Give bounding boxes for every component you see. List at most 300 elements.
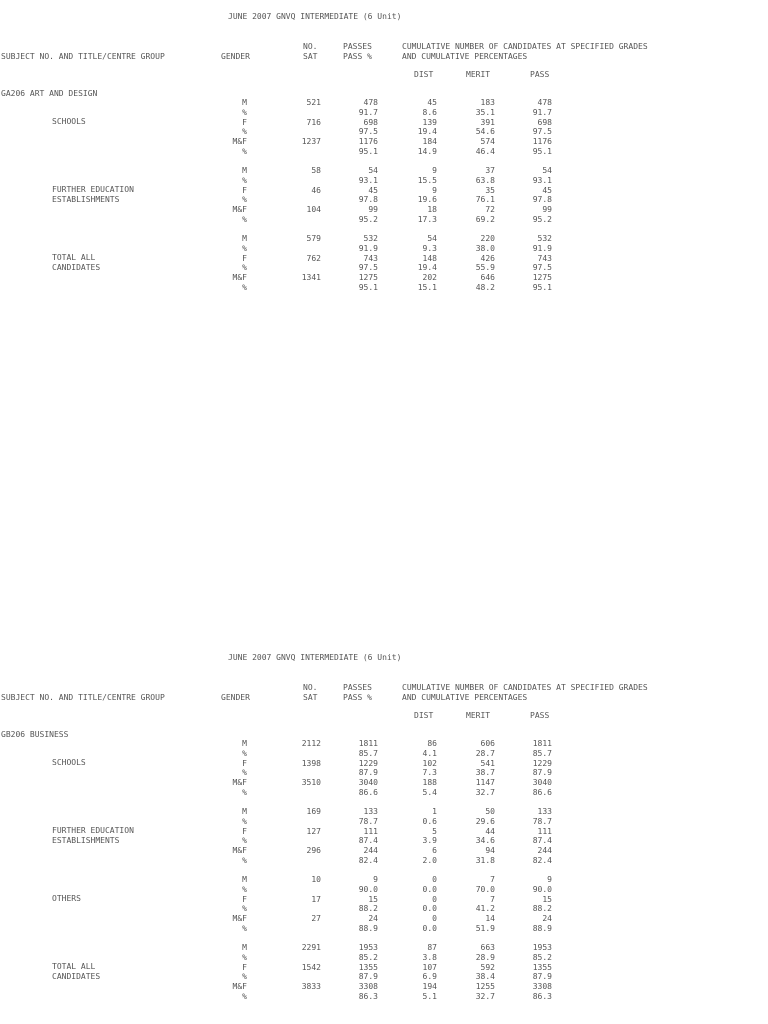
merit-cell: 31.8 bbox=[475, 856, 495, 865]
dist-cell: 9 bbox=[432, 185, 437, 195]
dist-cell: 7.3 bbox=[422, 768, 437, 778]
dist-cell: 4.1 bbox=[422, 748, 437, 758]
passes-cell: 95.1 bbox=[358, 147, 378, 156]
table-row bbox=[0, 768, 768, 778]
centre-group-label-line: TOTAL ALL bbox=[52, 962, 96, 971]
merit-cell: 663 bbox=[480, 943, 495, 952]
passes-cell: 133 bbox=[363, 807, 378, 816]
table-row bbox=[0, 205, 768, 215]
pass-cell: 698 bbox=[537, 117, 552, 127]
table-row bbox=[0, 118, 768, 128]
centre-group-label-line: TOTAL ALL bbox=[52, 253, 96, 262]
table-row bbox=[0, 108, 768, 118]
gender-cell: M&F bbox=[232, 914, 247, 924]
no-sat-cell: 579 bbox=[306, 234, 321, 243]
dist-cell: 17.3 bbox=[417, 215, 437, 224]
pass-cell: 244 bbox=[537, 846, 552, 856]
gender-cell: M bbox=[242, 166, 247, 175]
pass-cell: 15 bbox=[542, 894, 552, 904]
passes-cell: 86.3 bbox=[358, 992, 378, 1001]
report-page-2 bbox=[0, 653, 768, 1013]
no-sat-cell: 46 bbox=[311, 185, 321, 195]
dist-cell: 86 bbox=[427, 739, 437, 748]
pass-cell: 85.7 bbox=[532, 748, 552, 758]
passes-cell: 88.2 bbox=[358, 904, 378, 914]
passes-cell: 1953 bbox=[358, 943, 378, 952]
gender-cell: F bbox=[242, 962, 247, 972]
header-passes-line2: PASS % bbox=[343, 52, 372, 61]
gender-cell: M bbox=[242, 739, 247, 748]
pass-cell: 24 bbox=[542, 914, 552, 924]
table-row bbox=[0, 127, 768, 137]
gender-cell: % bbox=[242, 127, 247, 137]
gender-cell: % bbox=[242, 952, 247, 962]
dist-cell: 9 bbox=[432, 166, 437, 175]
pass-cell: 111 bbox=[537, 826, 552, 836]
header-gender: GENDER bbox=[221, 52, 250, 61]
gender-cell: M bbox=[242, 943, 247, 952]
pass-cell: 87.4 bbox=[532, 836, 552, 846]
passes-cell: 91.9 bbox=[358, 243, 378, 253]
table-row bbox=[0, 195, 768, 205]
merit-cell: 50 bbox=[485, 807, 495, 816]
passes-cell: 95.1 bbox=[358, 283, 378, 292]
table-row bbox=[0, 972, 768, 982]
table-row bbox=[0, 98, 768, 108]
dist-cell: 19.4 bbox=[417, 127, 437, 137]
merit-cell: 55.9 bbox=[475, 263, 495, 273]
centre-group-label-line: FURTHER EDUCATION bbox=[52, 185, 134, 194]
passes-cell: 93.1 bbox=[358, 175, 378, 185]
gender-cell: M&F bbox=[232, 778, 247, 788]
merit-cell: 606 bbox=[480, 739, 495, 748]
no-sat-cell: 1341 bbox=[301, 273, 321, 283]
merit-cell: 34.6 bbox=[475, 836, 495, 846]
pass-cell: 478 bbox=[537, 98, 552, 107]
table-row bbox=[0, 234, 768, 244]
table-row bbox=[0, 885, 768, 895]
merit-cell: 14 bbox=[485, 914, 495, 924]
table-row bbox=[0, 147, 768, 157]
merit-cell: 54.6 bbox=[475, 127, 495, 137]
pass-cell: 91.9 bbox=[532, 243, 552, 253]
dist-cell: 0.0 bbox=[422, 884, 437, 894]
pass-cell: 97.5 bbox=[532, 263, 552, 273]
gender-cell: M bbox=[242, 98, 247, 107]
dist-cell: 15.5 bbox=[417, 175, 437, 185]
dist-cell: 2.0 bbox=[422, 856, 437, 865]
passes-cell: 1275 bbox=[358, 273, 378, 283]
gender-cell: F bbox=[242, 117, 247, 127]
table-row bbox=[0, 176, 768, 186]
centre-group-label-line: ESTABLISHMENTS bbox=[52, 835, 120, 845]
header-cumulative-line1: CUMULATIVE NUMBER OF CANDIDATES AT SPECIFIED GRADES bbox=[402, 42, 648, 51]
passes-cell: 3040 bbox=[358, 778, 378, 788]
passes-cell: 87.9 bbox=[358, 972, 378, 982]
pass-cell: 85.2 bbox=[532, 952, 552, 962]
centre-group-label-line: FURTHER EDUCATION bbox=[52, 826, 134, 835]
passes-cell: 97.8 bbox=[358, 195, 378, 205]
header-passes-line2: PASS % bbox=[343, 693, 372, 702]
centre-group-label-line: CANDIDATES bbox=[52, 971, 101, 981]
merit-cell: 28.7 bbox=[475, 748, 495, 758]
passes-cell: 85.2 bbox=[358, 952, 378, 962]
gender-cell: % bbox=[242, 147, 247, 156]
pass-cell: 91.7 bbox=[532, 107, 552, 117]
merit-cell: 391 bbox=[480, 117, 495, 127]
pass-cell: 82.4 bbox=[532, 856, 552, 865]
dist-cell: 107 bbox=[422, 962, 437, 972]
merit-cell: 183 bbox=[480, 98, 495, 107]
passes-cell: 45 bbox=[368, 185, 378, 195]
pass-cell: 1176 bbox=[532, 137, 552, 147]
merit-cell: 38.7 bbox=[475, 768, 495, 778]
header-no-sat-line1: NO. bbox=[303, 683, 318, 692]
centre-group-label-line: SCHOOLS bbox=[52, 758, 86, 767]
table-row bbox=[0, 788, 768, 798]
passes-cell: 1811 bbox=[358, 739, 378, 748]
subject-title: GB206 BUSINESS bbox=[1, 730, 69, 739]
merit-cell: 48.2 bbox=[475, 283, 495, 292]
no-sat-cell: 2291 bbox=[301, 943, 321, 952]
table-row bbox=[0, 856, 768, 866]
dist-cell: 0.0 bbox=[422, 904, 437, 914]
dist-cell: 14.9 bbox=[417, 147, 437, 156]
pass-cell: 95.2 bbox=[532, 215, 552, 224]
no-sat-cell: 3510 bbox=[301, 778, 321, 788]
passes-cell: 1355 bbox=[358, 962, 378, 972]
table-row bbox=[0, 846, 768, 856]
pass-cell: 88.9 bbox=[532, 924, 552, 933]
gender-cell: F bbox=[242, 826, 247, 836]
table-row bbox=[0, 166, 768, 176]
pass-cell: 1953 bbox=[532, 943, 552, 952]
passes-cell: 24 bbox=[368, 914, 378, 924]
pass-cell: 54 bbox=[542, 166, 552, 175]
passes-cell: 95.2 bbox=[358, 215, 378, 224]
dist-cell: 19.6 bbox=[417, 195, 437, 205]
merit-cell: 38.4 bbox=[475, 972, 495, 982]
dist-cell: 8.6 bbox=[422, 107, 437, 117]
merit-cell: 72 bbox=[485, 205, 495, 215]
no-sat-cell: 127 bbox=[306, 826, 321, 836]
pass-cell: 532 bbox=[537, 234, 552, 243]
header-passes-line1: PASSES bbox=[343, 683, 372, 692]
header-no-sat-line1: NO. bbox=[303, 42, 318, 51]
header-dist: DIST bbox=[414, 70, 434, 79]
dist-cell: 0.0 bbox=[422, 924, 437, 933]
passes-cell: 78.7 bbox=[358, 816, 378, 826]
no-sat-cell: 1542 bbox=[301, 962, 321, 972]
pass-cell: 1229 bbox=[532, 758, 552, 768]
passes-cell: 88.9 bbox=[358, 924, 378, 933]
dist-cell: 148 bbox=[422, 253, 437, 263]
dist-cell: 87 bbox=[427, 943, 437, 952]
passes-cell: 87.4 bbox=[358, 836, 378, 846]
gender-cell: % bbox=[242, 816, 247, 826]
no-sat-cell: 1398 bbox=[301, 758, 321, 768]
gender-cell: % bbox=[242, 992, 247, 1001]
table-row bbox=[0, 749, 768, 759]
passes-cell: 478 bbox=[363, 98, 378, 107]
dist-cell: 6 bbox=[432, 846, 437, 856]
no-sat-cell: 58 bbox=[311, 166, 321, 175]
table-row bbox=[0, 137, 768, 147]
table-row bbox=[0, 895, 768, 905]
merit-cell: 646 bbox=[480, 273, 495, 283]
dist-cell: 18 bbox=[427, 205, 437, 215]
gender-cell: % bbox=[242, 283, 247, 292]
header-dist: DIST bbox=[414, 711, 434, 720]
merit-cell: 76.1 bbox=[475, 195, 495, 205]
gender-cell: % bbox=[242, 884, 247, 894]
table-row bbox=[0, 186, 768, 196]
no-sat-cell: 169 bbox=[306, 807, 321, 816]
merit-cell: 32.7 bbox=[475, 788, 495, 797]
no-sat-cell: 17 bbox=[311, 894, 321, 904]
pass-cell: 93.1 bbox=[532, 175, 552, 185]
merit-cell: 1147 bbox=[475, 778, 495, 788]
centre-group-label-line: CANDIDATES bbox=[52, 262, 101, 272]
header-no-sat-line2: SAT bbox=[303, 52, 318, 61]
table-row bbox=[0, 817, 768, 827]
passes-cell: 1229 bbox=[358, 758, 378, 768]
merit-cell: 69.2 bbox=[475, 215, 495, 224]
report-title: JUNE 2007 GNVQ INTERMEDIATE (6 Unit) bbox=[228, 12, 402, 21]
passes-cell: 90.0 bbox=[358, 884, 378, 894]
header-pass: PASS bbox=[530, 70, 550, 79]
header-gender: GENDER bbox=[221, 693, 250, 702]
merit-cell: 1255 bbox=[475, 982, 495, 992]
table-row bbox=[0, 904, 768, 914]
pass-cell: 78.7 bbox=[532, 816, 552, 826]
gender-cell: F bbox=[242, 253, 247, 263]
no-sat-cell: 716 bbox=[306, 117, 321, 127]
table-row bbox=[0, 943, 768, 953]
passes-cell: 1176 bbox=[358, 137, 378, 147]
passes-cell: 3308 bbox=[358, 982, 378, 992]
no-sat-cell: 1237 bbox=[301, 137, 321, 147]
table-row bbox=[0, 953, 768, 963]
report-page-1 bbox=[0, 12, 768, 312]
no-sat-cell: 296 bbox=[306, 846, 321, 856]
gender-cell: M bbox=[242, 875, 247, 884]
centre-group-label-line: OTHERS bbox=[52, 894, 81, 903]
passes-cell: 532 bbox=[363, 234, 378, 243]
merit-cell: 220 bbox=[480, 234, 495, 243]
merit-cell: 51.9 bbox=[475, 924, 495, 933]
merit-cell: 541 bbox=[480, 758, 495, 768]
table-row bbox=[0, 244, 768, 254]
no-sat-cell: 762 bbox=[306, 253, 321, 263]
merit-cell: 41.2 bbox=[475, 904, 495, 914]
passes-cell: 15 bbox=[368, 894, 378, 904]
gender-cell: % bbox=[242, 972, 247, 982]
table-row bbox=[0, 924, 768, 934]
dist-cell: 19.4 bbox=[417, 263, 437, 273]
gender-cell: % bbox=[242, 924, 247, 933]
dist-cell: 0 bbox=[432, 914, 437, 924]
gender-cell: M bbox=[242, 234, 247, 243]
no-sat-cell: 3833 bbox=[301, 982, 321, 992]
centre-group-label-line: ESTABLISHMENTS bbox=[52, 194, 120, 204]
table-row bbox=[0, 273, 768, 283]
merit-cell: 35.1 bbox=[475, 107, 495, 117]
merit-cell: 426 bbox=[480, 253, 495, 263]
table-row bbox=[0, 778, 768, 788]
passes-cell: 698 bbox=[363, 117, 378, 127]
pass-cell: 133 bbox=[537, 807, 552, 816]
pass-cell: 87.9 bbox=[532, 768, 552, 778]
passes-cell: 111 bbox=[363, 826, 378, 836]
table-row bbox=[0, 992, 768, 1002]
dist-cell: 3.9 bbox=[422, 836, 437, 846]
merit-cell: 38.0 bbox=[475, 243, 495, 253]
gender-cell: % bbox=[242, 107, 247, 117]
pass-cell: 1811 bbox=[532, 739, 552, 748]
header-cumulative-line2: AND CUMULATIVE PERCENTAGES bbox=[402, 693, 528, 702]
merit-cell: 94 bbox=[485, 846, 495, 856]
table-row bbox=[0, 254, 768, 264]
table-row bbox=[0, 836, 768, 846]
table-row bbox=[0, 914, 768, 924]
passes-cell: 97.5 bbox=[358, 263, 378, 273]
centre-group-label-line: SCHOOLS bbox=[52, 117, 86, 126]
merit-cell: 7 bbox=[490, 875, 495, 884]
pass-cell: 86.6 bbox=[532, 788, 552, 797]
gender-cell: % bbox=[242, 748, 247, 758]
gender-cell: % bbox=[242, 904, 247, 914]
dist-cell: 194 bbox=[422, 982, 437, 992]
passes-cell: 86.6 bbox=[358, 788, 378, 797]
pass-cell: 3040 bbox=[532, 778, 552, 788]
table-row bbox=[0, 807, 768, 817]
pass-cell: 743 bbox=[537, 253, 552, 263]
gender-cell: M&F bbox=[232, 982, 247, 992]
header-merit: MERIT bbox=[466, 711, 491, 720]
dist-cell: 5.4 bbox=[422, 788, 437, 797]
dist-cell: 188 bbox=[422, 778, 437, 788]
no-sat-cell: 10 bbox=[311, 875, 321, 884]
gender-cell: % bbox=[242, 243, 247, 253]
table-row bbox=[0, 875, 768, 885]
pass-cell: 87.9 bbox=[532, 972, 552, 982]
gender-cell: % bbox=[242, 768, 247, 778]
pass-cell: 1275 bbox=[532, 273, 552, 283]
header-merit: MERIT bbox=[466, 70, 491, 79]
no-sat-cell: 521 bbox=[306, 98, 321, 107]
dist-cell: 1 bbox=[432, 807, 437, 816]
passes-cell: 9 bbox=[373, 875, 378, 884]
gender-cell: % bbox=[242, 788, 247, 797]
gender-cell: % bbox=[242, 195, 247, 205]
gender-cell: % bbox=[242, 263, 247, 273]
merit-cell: 32.7 bbox=[475, 992, 495, 1001]
header-no-sat-line2: SAT bbox=[303, 693, 318, 702]
dist-cell: 45 bbox=[427, 98, 437, 107]
pass-cell: 99 bbox=[542, 205, 552, 215]
passes-cell: 244 bbox=[363, 846, 378, 856]
dist-cell: 0 bbox=[432, 875, 437, 884]
merit-cell: 63.8 bbox=[475, 175, 495, 185]
gender-cell: M bbox=[242, 807, 247, 816]
merit-cell: 46.4 bbox=[475, 147, 495, 156]
gender-cell: % bbox=[242, 175, 247, 185]
gender-cell: % bbox=[242, 215, 247, 224]
table-row bbox=[0, 963, 768, 973]
gender-cell: F bbox=[242, 185, 247, 195]
report-title: JUNE 2007 GNVQ INTERMEDIATE (6 Unit) bbox=[228, 653, 402, 662]
dist-cell: 184 bbox=[422, 137, 437, 147]
dist-cell: 139 bbox=[422, 117, 437, 127]
header-cumulative-line1: CUMULATIVE NUMBER OF CANDIDATES AT SPECIFIED GRADES bbox=[402, 683, 648, 692]
dist-cell: 6.9 bbox=[422, 972, 437, 982]
pass-cell: 90.0 bbox=[532, 884, 552, 894]
header-subject: SUBJECT NO. AND TITLE/CENTRE GROUP bbox=[1, 693, 165, 702]
pass-cell: 88.2 bbox=[532, 904, 552, 914]
dist-cell: 5 bbox=[432, 826, 437, 836]
dist-cell: 5.1 bbox=[422, 992, 437, 1001]
pass-cell: 9 bbox=[547, 875, 552, 884]
dist-cell: 102 bbox=[422, 758, 437, 768]
dist-cell: 0 bbox=[432, 894, 437, 904]
merit-cell: 44 bbox=[485, 826, 495, 836]
dist-cell: 0.6 bbox=[422, 816, 437, 826]
table-row bbox=[0, 759, 768, 769]
passes-cell: 87.9 bbox=[358, 768, 378, 778]
passes-cell: 743 bbox=[363, 253, 378, 263]
gender-cell: % bbox=[242, 836, 247, 846]
dist-cell: 54 bbox=[427, 234, 437, 243]
gender-cell: M&F bbox=[232, 846, 247, 856]
pass-cell: 97.8 bbox=[532, 195, 552, 205]
passes-cell: 97.5 bbox=[358, 127, 378, 137]
passes-cell: 54 bbox=[368, 166, 378, 175]
gender-cell: M&F bbox=[232, 205, 247, 215]
table-row bbox=[0, 263, 768, 273]
table-row bbox=[0, 283, 768, 293]
dist-cell: 3.8 bbox=[422, 952, 437, 962]
pass-cell: 1355 bbox=[532, 962, 552, 972]
gender-cell: F bbox=[242, 894, 247, 904]
gender-cell: M&F bbox=[232, 137, 247, 147]
passes-cell: 82.4 bbox=[358, 856, 378, 865]
merit-cell: 28.9 bbox=[475, 952, 495, 962]
table-row bbox=[0, 982, 768, 992]
merit-cell: 29.6 bbox=[475, 816, 495, 826]
subject-title: GA206 ART AND DESIGN bbox=[1, 89, 98, 98]
table-row bbox=[0, 215, 768, 225]
no-sat-cell: 27 bbox=[311, 914, 321, 924]
header-pass: PASS bbox=[530, 711, 550, 720]
passes-cell: 99 bbox=[368, 205, 378, 215]
dist-cell: 202 bbox=[422, 273, 437, 283]
pass-cell: 86.3 bbox=[532, 992, 552, 1001]
header-cumulative-line2: AND CUMULATIVE PERCENTAGES bbox=[402, 52, 528, 61]
pass-cell: 95.1 bbox=[532, 147, 552, 156]
header-passes-line1: PASSES bbox=[343, 42, 372, 51]
pass-cell: 97.5 bbox=[532, 127, 552, 137]
merit-cell: 70.0 bbox=[475, 884, 495, 894]
header-subject: SUBJECT NO. AND TITLE/CENTRE GROUP bbox=[1, 52, 165, 61]
no-sat-cell: 104 bbox=[306, 205, 321, 215]
gender-cell: % bbox=[242, 856, 247, 865]
passes-cell: 91.7 bbox=[358, 107, 378, 117]
merit-cell: 35 bbox=[485, 185, 495, 195]
pass-cell: 45 bbox=[542, 185, 552, 195]
merit-cell: 7 bbox=[490, 894, 495, 904]
dist-cell: 15.1 bbox=[417, 283, 437, 292]
